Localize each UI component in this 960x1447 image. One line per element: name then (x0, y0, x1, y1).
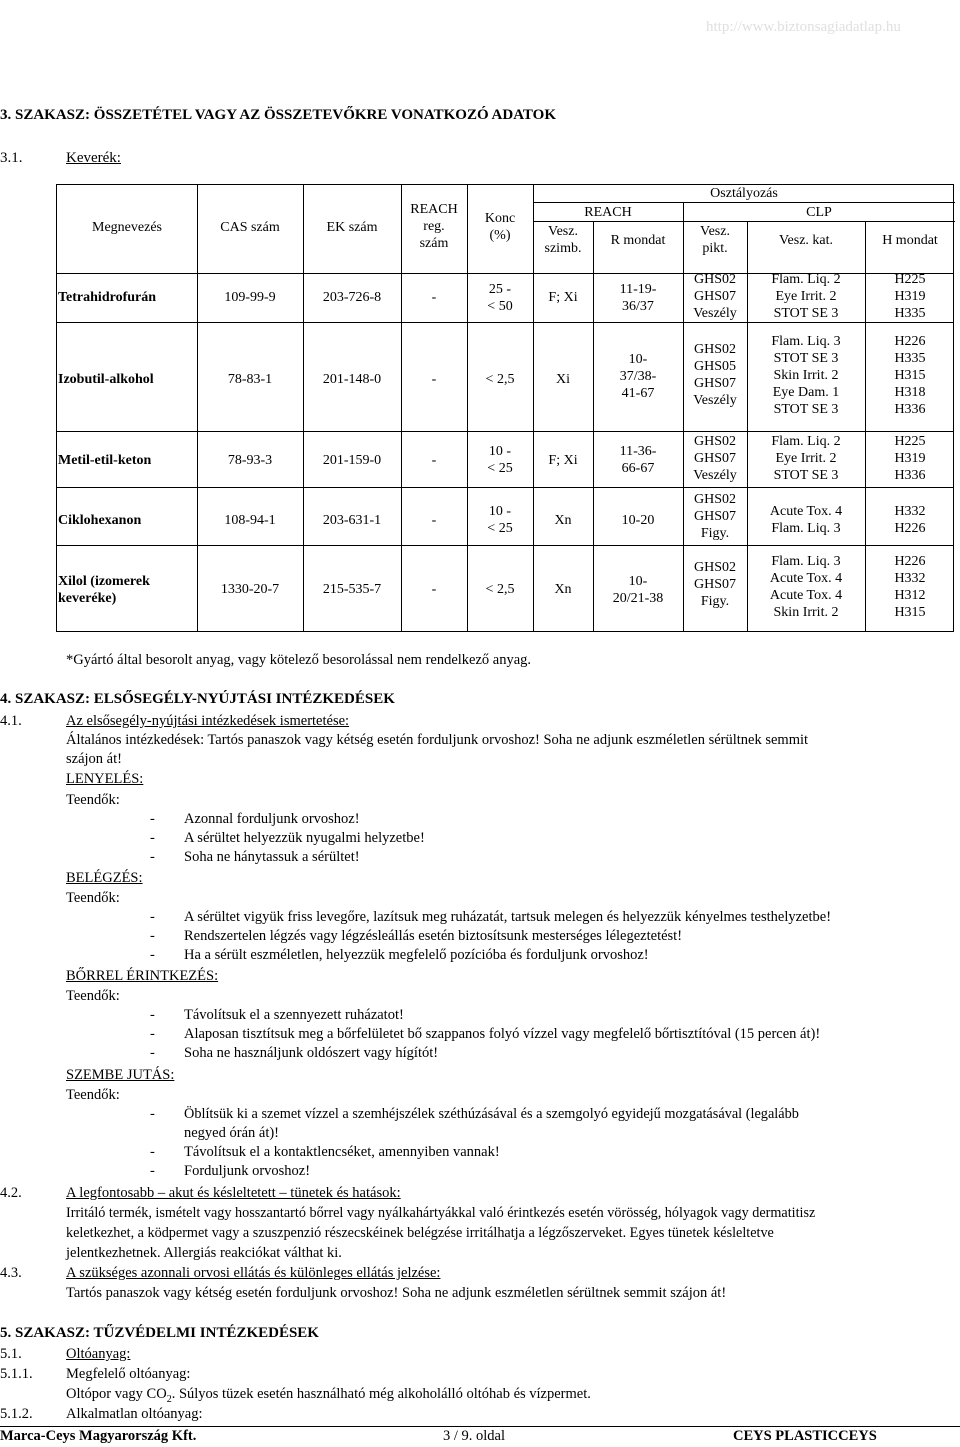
th-konc: Konc (%) (484, 211, 516, 243)
section3-1-number: 3.1. (0, 150, 23, 166)
section5-1-2-title: Alkalmatlan oltóanyag: (66, 1406, 203, 1422)
belegzes-heading: BELÉGZÉS: (66, 870, 143, 886)
borrel-teendok: Teendők: (66, 988, 120, 1004)
row4-h: H332 H226 (894, 504, 926, 536)
row2-reg: - (431, 372, 437, 387)
row1-kat: Flam. Liq. 2 Eye Irrit. 2 STOT SE 3 (771, 272, 841, 321)
row1-pikt: GHS02 GHS07 Veszély (693, 272, 737, 321)
row4-ek: 203-631-1 (322, 513, 382, 528)
th-vesz-kat: Vesz. kat. (778, 233, 834, 248)
th-clp: CLP (806, 205, 832, 220)
table-row-divider (57, 322, 953, 323)
row5-cas: 1330-20-7 (220, 582, 280, 597)
header-reviewed: Felülvizsgálat időpontja: 2013. február 5. (0, 19, 249, 35)
section5-1-2-number: 5.1.2. (0, 1406, 33, 1422)
header-version: Verziószám: 2 (0, 38, 86, 54)
row2-r: 10- 37/38- 41-67 (619, 352, 657, 401)
table-row-divider (57, 545, 953, 546)
composition-table (56, 184, 954, 632)
row5-reg: - (431, 582, 437, 597)
row3-cas: 78-93-3 (227, 453, 273, 468)
th-name: Megnevezés (92, 220, 162, 235)
th-reach-reg: REACH reg. szám (410, 202, 458, 251)
section5-1-1-number: 5.1.1. (0, 1366, 33, 1382)
row3-ek: 201-159-0 (322, 453, 382, 468)
row5-ek: 215-535-7 (322, 582, 382, 597)
row1-name: Tetrahidrofurán (58, 290, 157, 305)
table-header-divider (533, 221, 683, 222)
belegzes-teendok: Teendők: (66, 890, 120, 906)
row5-pikt: GHS02 GHS07 Figy. (693, 560, 736, 609)
row2-ek: 201-148-0 (322, 372, 382, 387)
szembe-teendok: Teendők: (66, 1087, 120, 1103)
row4-konc: 10 - < 25 (487, 504, 513, 536)
row4-szimb: Xn (554, 513, 572, 528)
row1-h: H225 H319 H335 (894, 272, 926, 321)
row4-name: Ciklohexanon (58, 513, 142, 528)
row3-pikt: GHS02 GHS07 Veszély (693, 434, 737, 483)
row4-reg: - (431, 513, 437, 528)
symptoms-text-2: keletkezhet, a ködpermet vagy a szuszpenzió részecskéinek belégzése irritálhatja a légzőszerveket. Egyes tünetek késleltetve (66, 1225, 774, 1241)
section5-title: 5. SZAKASZ: TŰZVÉDELMI INTÉZKEDÉSEK (0, 1325, 319, 1341)
table-col-divider (197, 185, 198, 631)
row2-konc: < 2,5 (485, 372, 515, 387)
lenyeles-heading: LENYELÉS: (66, 771, 144, 787)
row5-szimb: Xn (554, 582, 572, 597)
table-col-divider (467, 185, 468, 631)
row3-kat: Flam. Liq. 2 Eye Irrit. 2 STOT SE 3 (771, 434, 841, 483)
row3-szimb: F; Xi (548, 453, 578, 468)
section4-3-number: 4.3. (0, 1265, 22, 1281)
table-header-divider (683, 221, 955, 222)
symptoms-text-3: jelentkezhetnek. Allergiás reakciókat válthat ki. (66, 1245, 342, 1261)
suitable-extinguisher-text: Oltópor vagy $CO_2$. Súlyos tüzek esetén használható még alkoholálló oltóhab és vízpermet. (66, 1386, 591, 1405)
row1-konc: 25 - < 50 (487, 282, 513, 314)
section5-1-number: 5.1. (0, 1346, 22, 1362)
medical-care-text: Tartós panaszok vagy kétség esetén forduljunk orvoshoz! Soha ne adjunk eszméletlen sérültnek semmit szájon át! (66, 1285, 727, 1301)
row4-pikt: GHS02 GHS07 Figy. (693, 492, 736, 541)
row2-kat: Flam. Liq. 3 STOT SE 3 Skin Irrit. 2 Eye Dam. 1 STOT SE 3 (771, 334, 841, 417)
table-col-divider (303, 185, 304, 631)
section4-1-number: 4.1. (0, 713, 22, 729)
th-h-mondat: H mondat (882, 233, 938, 248)
footer-rule (0, 1426, 960, 1427)
symptoms-text-1: Irritáló termék, ismételt vagy hosszantartó bőrrel vagy nyálkahártyákkal való érintkezés esetén vörösség, hólyagok vagy dermatitisz (66, 1205, 816, 1221)
header-created: Elkészítés időpontja: 2006. november 22. (0, 0, 250, 16)
section4-3-title: A szükséges azonnali orvosi ellátás és különleges ellátás jelzése: (66, 1265, 441, 1281)
row3-r: 11-36- 66-67 (619, 444, 657, 476)
th-cas: CAS szám (220, 220, 280, 235)
th-osztalyozas: Osztályozás (710, 186, 778, 201)
th-r-mondat: R mondat (610, 233, 666, 248)
footer-brand: CEYS PLASTICCEYS (733, 1428, 877, 1444)
row2-szimb: Xi (556, 372, 570, 387)
th-ek: EK szám (326, 220, 378, 235)
row1-ek: 203-726-8 (322, 290, 382, 305)
row1-r: 11-19- 36/37 (619, 282, 657, 314)
section4-2-number: 4.2. (0, 1185, 22, 1201)
th-reach: REACH (584, 205, 632, 220)
header-url-link[interactable]: http://www.biztonsagiadatlap.hu (706, 19, 901, 35)
row2-cas: 78-83-1 (227, 372, 273, 387)
section3-title: 3. SZAKASZ: ÖSSZETÉTEL VAGY AZ ÖSSZETEVŐKRE VONATKOZÓ ADATOK (0, 107, 556, 123)
row2-pikt: GHS02 GHS05 GHS07 Veszély (693, 342, 737, 408)
section4-title: 4. SZAKASZ: ELSŐSEGÉLY-NYÚJTÁSI INTÉZKEDÉSEK (0, 691, 395, 707)
row2-h: H226 H335 H315 H318 H336 (894, 334, 926, 417)
lenyeles-teendok: Teendők: (66, 792, 120, 808)
row1-szimb: F; Xi (548, 290, 578, 305)
borrel-heading: BŐRREL ÉRINTKEZÉS: (66, 968, 219, 984)
row5-r: 10- 20/21-38 (612, 574, 664, 606)
table-row-divider (57, 487, 953, 488)
row4-cas: 108-94-1 (224, 513, 276, 528)
general-measures-cont: szájon át! (66, 751, 122, 767)
section5-1-1-title: Megfelelő oltóanyag: (66, 1366, 191, 1382)
section5-1-title: Oltóanyag: (66, 1346, 131, 1362)
row1-cas: 109-99-9 (224, 290, 276, 305)
footer-page-number: 3 / 9. oldal (443, 1428, 506, 1444)
th-vesz-pikt: Vesz. pikt. (700, 224, 730, 256)
row1-reg: - (431, 290, 437, 305)
section4-1-title: Az elsősegély-nyújtási intézkedések ismertetése: (66, 713, 350, 729)
row3-reg: - (431, 453, 437, 468)
table-row-divider (57, 431, 953, 432)
row3-name: Metil-etil-keton (58, 453, 152, 468)
row5-konc: < 2,5 (485, 582, 515, 597)
row5-h: H226 H332 H312 H315 (894, 554, 926, 620)
row2-name: Izobutil-alkohol (58, 372, 154, 387)
general-measures: Általános intézkedések: Tartós panaszok vagy kétség esetén forduljunk orvoshoz! Soha ne adjunk eszméletlen sérültnek semmit (66, 732, 809, 748)
row3-konc: 10 - < 25 (487, 444, 513, 476)
footer-company: Marca-Ceys Magyarország Kft. (0, 1428, 197, 1444)
section3-1-title: Keverék: (66, 150, 121, 166)
row5-name: Xilol (izomerek keveréke) (58, 574, 150, 606)
row5-kat: Flam. Liq. 3 Acute Tox. 4 Acute Tox. 4 Skin Irrit. 2 (769, 554, 843, 620)
th-vesz-szimb: Vesz. szimb. (544, 224, 582, 256)
row3-h: H225 H319 H336 (894, 434, 926, 483)
section4-2-title: A legfontosabb – akut és késleltetett – tünetek és hatások: (66, 1185, 401, 1201)
table-header-divider (533, 202, 955, 203)
table-footnote: *Gyártó által besorolt anyag, vagy kötelező besorolással nem rendelkező anyag. (66, 652, 532, 668)
row4-kat: Acute Tox. 4 Flam. Liq. 3 (769, 504, 843, 536)
szembe-heading: SZEMBE JUTÁS: (66, 1067, 175, 1083)
row4-r: 10-20 (621, 513, 655, 528)
